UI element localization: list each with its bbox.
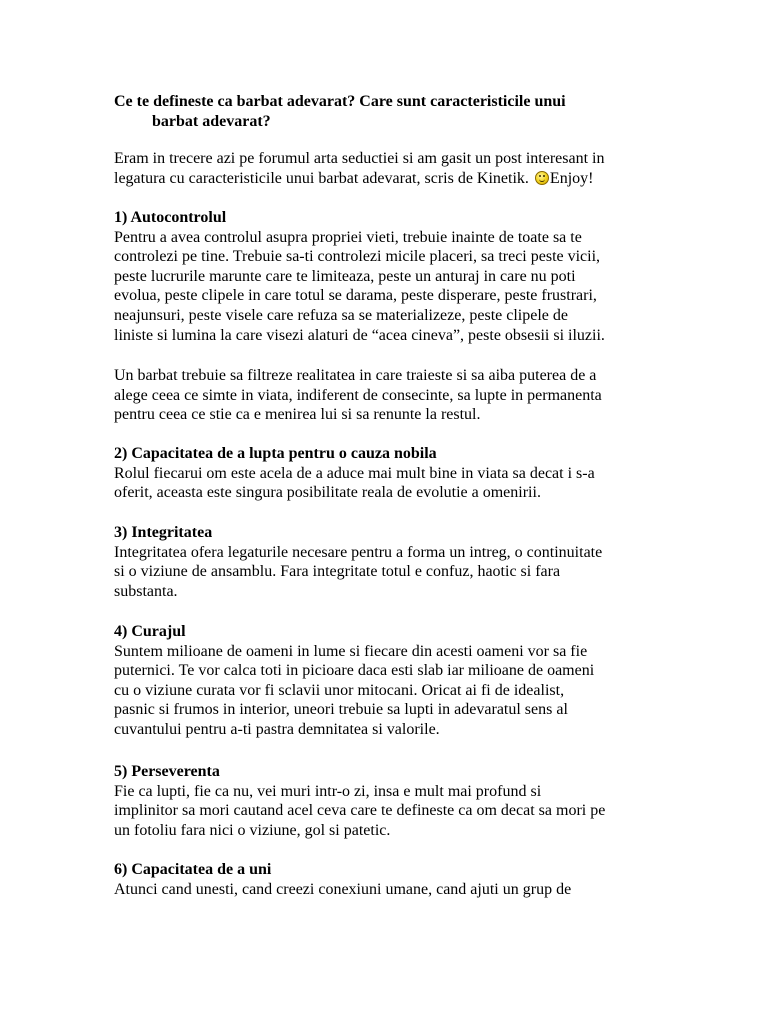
section-integritatea bbox=[114, 523, 674, 601]
text-line: Un barbat trebuie sa filtreze realitatea in care traieste si sa aiba puterea de a bbox=[114, 367, 597, 384]
text-line: neajunsuri, peste visele care refuza sa se materializeze, peste clipele de bbox=[114, 306, 568, 324]
text-line: Fie ca lupti, fie ca nu, vei muri intr-o zi, insa e mult mai profund si bbox=[114, 782, 542, 800]
text-line: Atunci cand unesti, cand creezi conexiuni umane, cand ajuti un grup de bbox=[114, 880, 572, 898]
section-heading: 3) Integritatea bbox=[114, 524, 213, 541]
section-autocontrolul bbox=[114, 208, 674, 345]
autocontrolul-paragraph-2 bbox=[114, 366, 674, 425]
document-title bbox=[114, 92, 674, 132]
text-line bbox=[114, 169, 674, 189]
title-line: barbat adevarat? bbox=[152, 113, 271, 130]
text-fragment: Enjoy! bbox=[549, 169, 594, 187]
section-curajul bbox=[114, 622, 674, 740]
text-line: un fotoliu fara nici o viziune, gol si patetic. bbox=[114, 821, 391, 839]
text-line: pasnic si frumos in interior, uneori trebuie sa lupti in adevaratul sens al bbox=[114, 701, 568, 719]
text-line: controlezi pe tine. Trebuie sa-ti controlezi micile placeri, sa treci peste vicii, bbox=[114, 248, 601, 266]
title-line: Ce te defineste ca barbat adevarat? Care sunt caracteristicile unui bbox=[114, 93, 566, 110]
text-line: peste lucrurile marunte care te limiteaza, peste un anturaj in care nu poti bbox=[114, 267, 576, 285]
text-line: si o viziune de ansamblu. Fara integritate totul e confuz, haotic si fara bbox=[114, 563, 561, 581]
section-heading: 5) Perseverenta bbox=[114, 763, 220, 780]
section-heading: 2) Capacitatea de a lupta pentru o cauza nobila bbox=[114, 445, 437, 462]
text-line: oferit, aceasta este singura posibilitate reala de evolutie a omenirii. bbox=[114, 484, 541, 502]
text-line: liniste si lumina la care visezi alaturi de “acea cineva”, peste obsesii si iluzii. bbox=[114, 326, 605, 344]
text-line: alege ceea ce simte in viata, indiferent de consecinte, sa lupte in permanenta bbox=[114, 386, 602, 404]
text-line: implinitor sa mori cautand acel ceva care te defineste ca om decat sa mori pe bbox=[114, 802, 606, 820]
text-line: Pentru a avea controlul asupra propriei vieti, trebuie inainte de toate sa te bbox=[114, 228, 582, 246]
section-capacitatea-de-a-uni bbox=[114, 860, 674, 899]
text-line: Rolul fiecarui om este acela de a aduce mai mult bine in viata sa decat i s-a bbox=[114, 464, 595, 482]
intro-paragraph bbox=[114, 149, 674, 188]
text-line: Suntem milioane de oameni in lume si fiecare din acesti oameni vor sa fie bbox=[114, 642, 588, 660]
text-line: Eram in trecere azi pe forumul arta seductiei si am gasit un post interesant in bbox=[114, 150, 605, 167]
section-perseverenta bbox=[114, 762, 674, 840]
section-heading: 6) Capacitatea de a uni bbox=[114, 861, 272, 878]
text-line: cuvantului pentru a-ti pastra demnitatea si valorile. bbox=[114, 720, 440, 738]
text-line: cu o viziune curata vor fi sclavii unor mitocani. Oricat ai fi de idealist, bbox=[114, 681, 565, 699]
section-heading: 1) Autocontrolul bbox=[114, 209, 227, 226]
text-line: substanta. bbox=[114, 582, 178, 600]
text-line: Integritatea ofera legaturile necesare pentru a forma un intreg, o continuitate bbox=[114, 543, 603, 561]
smiley-face-icon bbox=[535, 171, 549, 185]
text-line: puternici. Te vor calca toti in picioare daca esti slab iar milioane de oameni bbox=[114, 662, 595, 680]
text-line: evolua, peste clipele in care totul se darama, peste disperare, peste frustrari, bbox=[114, 287, 597, 305]
section-capacitatea-de-a-lupta bbox=[114, 444, 674, 503]
text-line: pentru ceea ce stie ca e menirea lui si sa renunte la restul. bbox=[114, 406, 481, 424]
section-heading: 4) Curajul bbox=[114, 623, 186, 640]
text-fragment: legatura cu caracteristicile unui barbat adevarat, scris de Kinetik. bbox=[114, 169, 533, 187]
